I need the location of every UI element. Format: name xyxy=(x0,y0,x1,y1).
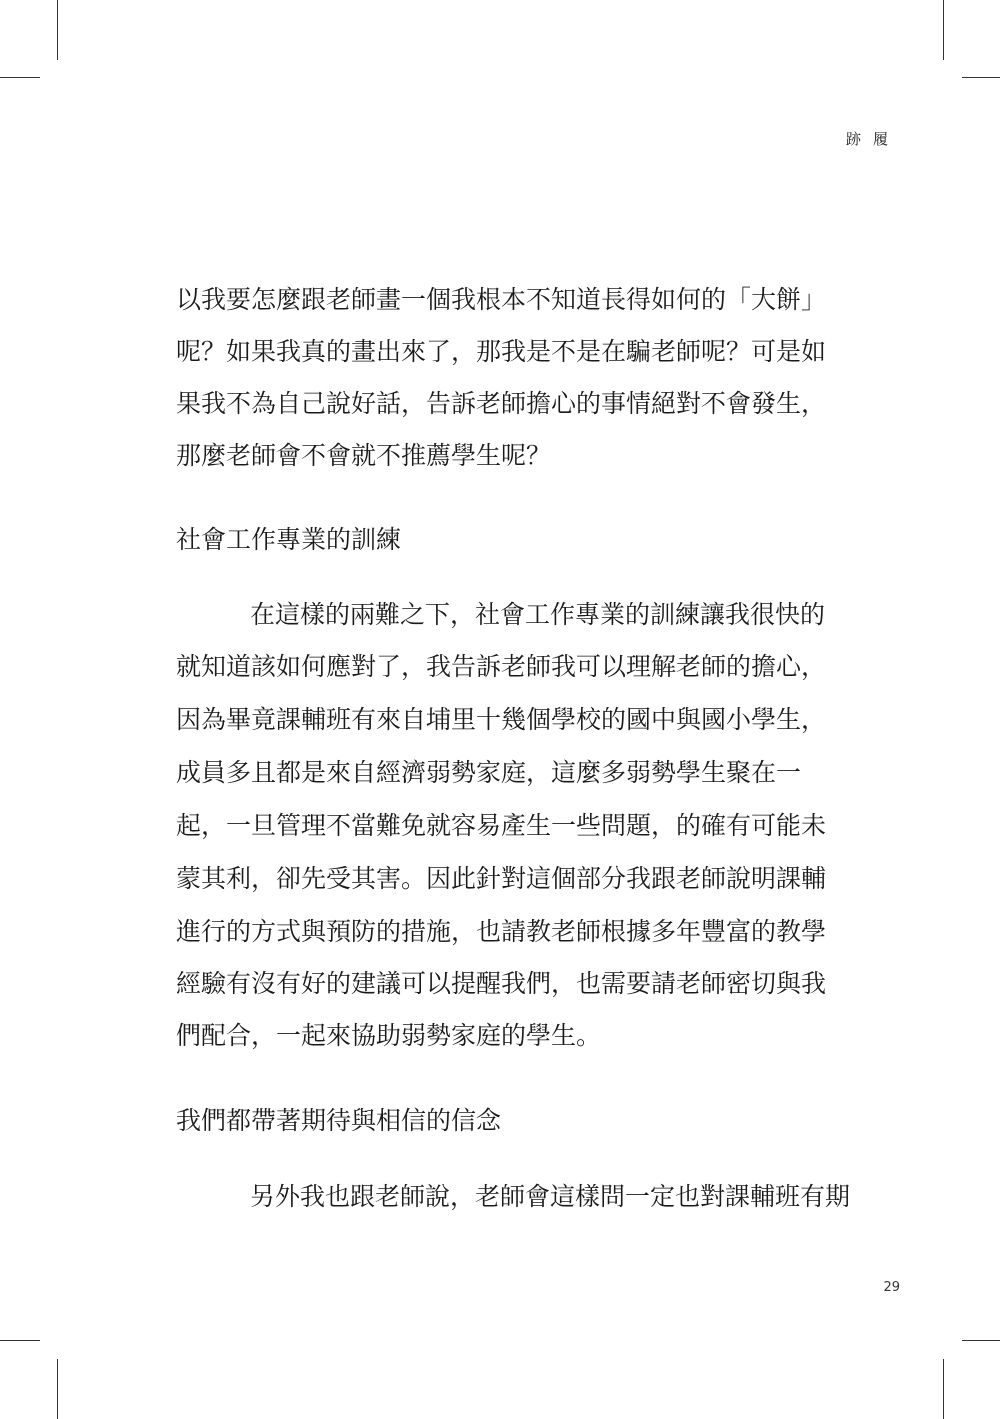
crop-mark-bottom-right-h xyxy=(962,1340,1000,1341)
paragraph-1-line: 呢？如果我真的畫出來了，那我是不是在騙老師呢？可是如 xyxy=(176,337,827,366)
paragraph-1-line: 那麼老師會不會就不推薦學生呢？ xyxy=(176,441,552,470)
page-number: 29 xyxy=(883,1280,900,1295)
section-heading: 社會工作專業的訓練 xyxy=(176,525,402,554)
paragraph-2-line: 就知道該如何應對了，我告訴老師我可以理解老師的擔心， xyxy=(176,652,827,681)
crop-mark-top-right-h xyxy=(962,77,1000,78)
crop-mark-bottom-right xyxy=(943,1359,944,1419)
crop-mark-top-left-h xyxy=(0,77,40,78)
paragraph-1-line: 果我不為自己說好話，告訴老師擔心的事情絕對不會發生， xyxy=(176,389,827,418)
paragraph-2-line: 經驗有沒有好的建議可以提醒我們，也需要請老師密切與我 xyxy=(176,969,827,998)
paragraph-2-line: 蒙其利，卻先受其害。因此針對這個部分我跟老師說明課輔 xyxy=(176,864,827,893)
crop-mark-top-left xyxy=(57,0,58,60)
paragraph-2-line: 起，一旦管理不當難免就容易產生一些問題，的確有可能未 xyxy=(176,811,827,840)
paragraph-2-line: 因為畢竟課輔班有來自埔里十幾個學校的國中與國小學生， xyxy=(176,705,827,734)
paragraph-2-line: 進行的方式與預防的措施，也請教老師根據多年豐富的教學 xyxy=(176,917,827,946)
crop-mark-top-right xyxy=(943,0,944,60)
paragraph-1-line: 以我要怎麼跟老師畫一個我根本不知道長得如何的「大餅」 xyxy=(176,285,827,314)
running-header: 跡履 xyxy=(845,130,900,148)
paragraph-2-line: 在這樣的兩難之下，社會工作專業的訓練讓我很快的 xyxy=(250,600,826,629)
paragraph-2-line: 成員多且都是來自經濟弱勢家庭，這麼多弱勢學生聚在一 xyxy=(176,758,802,787)
paragraph-2-line: 們配合，一起來協助弱勢家庭的學生。 xyxy=(176,1021,602,1050)
paragraph-3-line: 另外我也跟老師說，老師會這樣問一定也對課輔班有期 xyxy=(250,1182,851,1211)
crop-mark-bottom-left-h xyxy=(0,1340,40,1341)
crop-mark-bottom-left xyxy=(57,1359,58,1419)
section-heading: 我們都帶著期待與相信的信念 xyxy=(176,1106,502,1135)
